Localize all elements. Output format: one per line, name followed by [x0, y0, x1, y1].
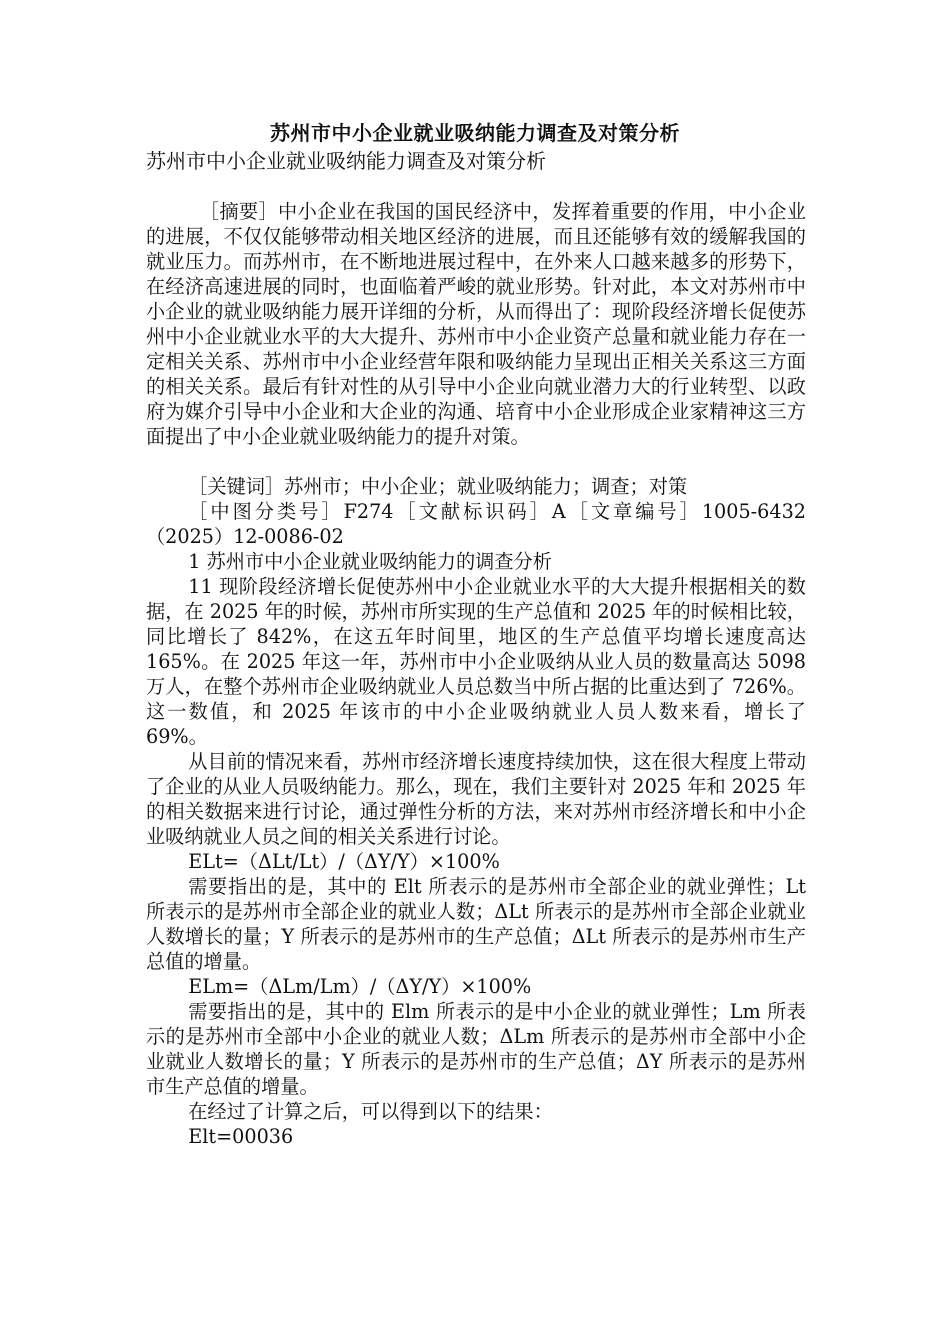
result-line: Elt=00036 [188, 1125, 294, 1148]
document-body [146, 199, 806, 1149]
section-heading: 1 苏州市中小企业就业吸纳能力的调查分析 [188, 550, 552, 573]
body-paragraph: 在经过了计算之后，可以得到以下的结果： [188, 1100, 553, 1123]
body-paragraph: 从目前的情况来看，苏州市经济增长速度持续加快，这在很大程度上带动了企业的从业人员吸纳能力。那么，现在，我们主要针对 2025 年和 2025 年的相关数据来进行讨论，通过弹性分析的方法，来对苏州市经济增长和中小企业吸纳就业人员之间的相关关系进行讨论。 [146, 750, 806, 848]
formula-line: ELt=（ΔLt/Lt）/（ΔY/Y）×100% [188, 850, 500, 873]
formula-line: ELm=（ΔLm/Lm）/（ΔY/Y）×100% [188, 975, 532, 998]
document-subtitle: 苏州市中小企业就业吸纳能力调查及对策分析 [146, 149, 546, 173]
spacer [146, 449, 806, 474]
body-paragraph: 需要指出的是，其中的 Elm 所表示的是中小企业的就业弹性；Lm 所表示的是苏州市全部中小企业的就业人数；ΔLm 所表示的是苏州市全部中小企业就业人数增长的量；Y 所表示的是苏州市的生产总值；ΔY 所表示的是苏州市生产总值的增量。 [146, 1000, 806, 1098]
body-paragraph: 需要指出的是，其中的 Elt 所表示的是苏州市全部企业的就业弹性；Lt 所表示的是苏州市全部企业的就业人数；ΔLt 所表示的是苏州市全部企业就业人数增长的量；Y 所表示的是苏州市的生产总值；ΔLt 所表示的是苏州市生产总值的增量。 [146, 875, 806, 973]
body-paragraph: 11 现阶段经济增长促使苏州中小企业就业水平的大大提升根据相关的数据，在 2025 年的时候，苏州市所实现的生产总值和 2025 年的时候相比较，同比增长了 842%，在这五年时间里，地区的生产总值平均增长速度高达 165%。在 2025 年这一年，苏州市中小企业吸纳从业人员的数量高达 5098 万人，在整个苏州市企业吸纳就业人员总数当中所占据的比重达到了 726%。这一数值，和 2025 年该市的中小企业吸纳就业人员人数来看，增长了 69%。 [146, 575, 806, 748]
classification-line: ［中图分类号］F274［文献标识码］A［文章编号］1005-6432（2025）12-0086-02 [146, 500, 806, 548]
document-title: 苏州市中小企业就业吸纳能力调查及对策分析 [270, 121, 680, 145]
keywords-line: ［关键词］苏州市；中小企业；就业吸纳能力；调查；对策 [188, 475, 688, 498]
abstract-paragraph: ［摘要］中小企业在我国的国民经济中，发挥着重要的作用，中小企业的进展，不仅仅能够带动相关地区经济的进展，而且还能够有效的缓解我国的就业压力。而苏州市，在不断地进展过程中，在外来人口越来越多的形势下，在经济高速进展的同时，也面临着严峻的就业形势。针对此，本文对苏州市中小企业的就业吸纳能力展开详细的分析，从而得出了：现阶段经济增长促使苏州中小企业就业水平的大大提升、苏州市中小企业资产总量和就业能力存在一定相关关系、苏州市中小企业经营年限和吸纳能力呈现出正相关关系这三方面的相关关系。最后有针对性的从引导中小企业向就业潜力大的行业转型、以政府为媒介引导中小企业和大企业的沟通、培育中小企业形成企业家精神这三方面提出了中小企业就业吸纳能力的提升对策。 [146, 200, 806, 448]
